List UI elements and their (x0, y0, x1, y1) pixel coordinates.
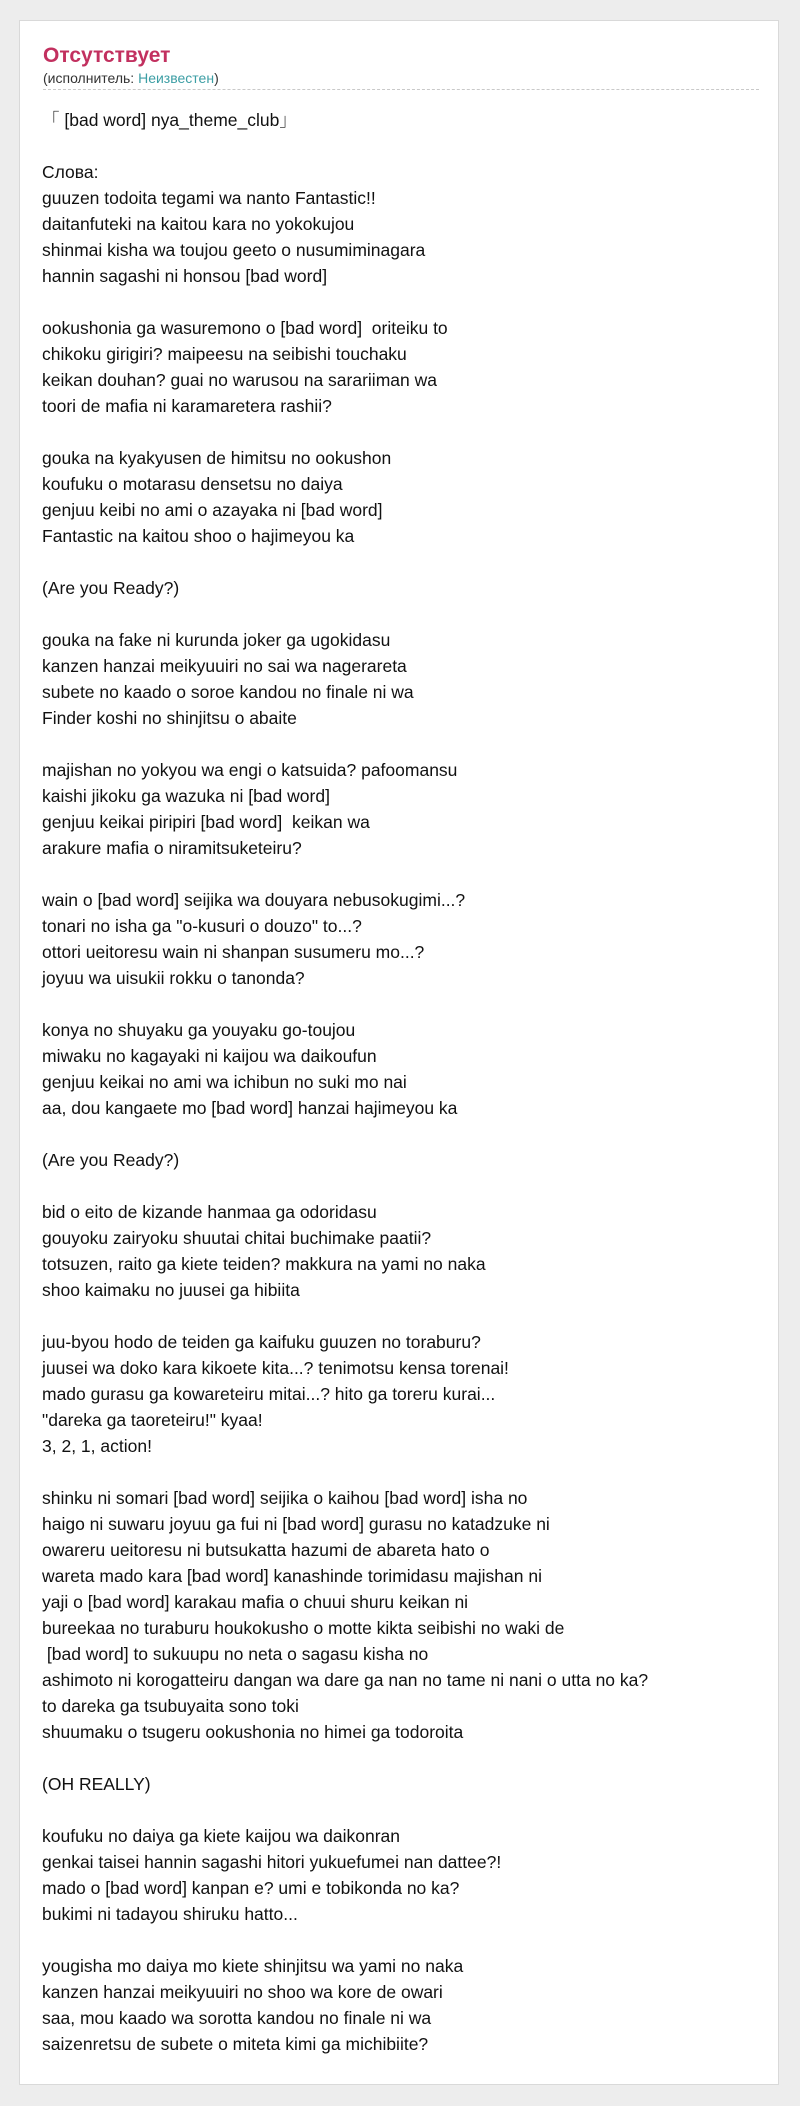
lyric-line: bukimi ni tadayou shiruku hatto... (42, 1904, 298, 1924)
lyric-line: bid o eito de kizande hanmaa ga odoridasu (42, 1202, 377, 1222)
stanza (42, 1199, 762, 1303)
lyric-line: genjuu keikai piripiri [bad word] keikan wa (42, 812, 370, 832)
lyric-line: aa, dou kangaete mo [bad word] hanzai hajimeyou ka (42, 1098, 458, 1118)
lyric-line: (Are you Ready?) (42, 578, 180, 598)
lyric-line: daitanfuteki na kaitou kara no yokokujou (42, 214, 355, 234)
lyric-line: wain o [bad word] seijika wa douyara nebusokugimi...? (42, 890, 466, 910)
stanza-gap (42, 1797, 762, 1823)
lyric-line: haigo ni suwaru joyuu ga fui ni [bad word] gurasu no katadzuke ni (42, 1514, 550, 1534)
stanza (42, 887, 762, 991)
stanza (42, 1771, 762, 1797)
lyric-line: bureekaa no turaburu houkokusho o motte kikta seibishi no waki de (42, 1618, 565, 1638)
lyric-line: (OH REALLY) (42, 1774, 151, 1794)
stanza (42, 757, 762, 861)
stanza-gap (42, 1459, 762, 1485)
stanza-gap (42, 861, 762, 887)
lyric-line: saa, mou kaado wa sorotta kandou no finale ni wa (42, 2008, 432, 2028)
lyric-line: totsuzen, raito ga kiete teiden? makkura na yami no naka (42, 1254, 486, 1274)
performer-suffix: ) (214, 70, 219, 86)
lyric-line: koufuku o motarasu densetsu no daiya (42, 474, 343, 494)
stanza-gap (42, 549, 762, 575)
performer-link[interactable]: Неизвестен (138, 70, 215, 86)
lyric-line: yougisha mo daiya mo kiete shinjitsu wa yami no naka (42, 1956, 464, 1976)
lyric-line: gouyoku zairyoku shuutai chitai buchimake paatii? (42, 1228, 432, 1248)
stanza (42, 1147, 762, 1173)
stanza (42, 315, 762, 419)
lyric-line: genjuu keibi no ami o azayaka ni [bad word] (42, 500, 383, 520)
lyric-line: yaji o [bad word] karakau mafia o chuui shuru keikan ni (42, 1592, 469, 1612)
stanza (42, 185, 762, 289)
lyric-line: miwaku no kagayaki ni kaijou wa daikoufun (42, 1046, 377, 1066)
stanza-gap (42, 133, 762, 159)
lyric-line: shoo kaimaku no juusei ga hibiita (42, 1280, 300, 1300)
stanza (42, 1329, 762, 1459)
stanza (42, 575, 762, 601)
stanza-gap (42, 731, 762, 757)
lyric-line: mado gurasu ga kowareteiru mitai...? hito ga toreru kurai... (42, 1384, 496, 1404)
lyric-line: 3, 2, 1, action! (42, 1436, 152, 1456)
lyric-line: majishan no yokyou wa engi o katsuida? pafoomansu (42, 760, 458, 780)
stanza (42, 627, 762, 731)
lyric-line: konya no shuyaku ga youyaku go-toujou (42, 1020, 356, 1040)
stanza (42, 1953, 762, 2057)
lyric-line: ashimoto ni korogatteiru dangan wa dare ga nan no tame ni nani o utta no ka? (42, 1670, 649, 1690)
lyric-line: kanzen hanzai meikyuuiri no shoo wa kore de owari (42, 1982, 443, 2002)
stanza-gap (42, 1745, 762, 1771)
stanza-gap (42, 991, 762, 1017)
lyric-line: shinku ni somari [bad word] seijika o kaihou [bad word] isha no (42, 1488, 528, 1508)
lyric-line: saizenretsu de subete o miteta kimi ga michibiite? (42, 2034, 429, 2054)
lyric-line: juusei wa doko kara kikoete kita...? tenimotsu kensa torenai! (42, 1358, 509, 1378)
lyric-line: keikan douhan? guai no warusou na sarariiman wa (42, 370, 437, 390)
stanza (42, 1017, 762, 1121)
lyric-line: ookushonia ga wasuremono o [bad word] oriteiku to (42, 318, 448, 338)
lyric-line: genjuu keikai no ami wa ichibun no suki mo nai (42, 1072, 407, 1092)
lyric-line: koufuku no daiya ga kiete kaijou wa daikonran (42, 1826, 401, 1846)
lyric-line: [bad word] to sukuupu no neta o sagasu kisha no (42, 1644, 429, 1664)
lyric-line: gouka na kyakyusen de himitsu no ookushon (42, 448, 392, 468)
lyric-line: chikoku girigiri? maipeesu na seibishi touchaku (42, 344, 407, 364)
lyric-line: shuumaku o tsugeru ookushonia no himei ga todoroita (42, 1722, 464, 1742)
song-title: Отсутствует (43, 44, 171, 67)
stanza-gap (42, 1173, 762, 1199)
stanza-gap (42, 1927, 762, 1953)
lyric-line: to dareka ga tsubuyaita sono toki (42, 1696, 299, 1716)
lyric-line: genkai taisei hannin sagashi hitori yukuefumei nan dattee?! (42, 1852, 502, 1872)
stanza (42, 1485, 762, 1745)
stanza-gap (42, 419, 762, 445)
words-label: Слова: (42, 162, 99, 182)
lyric-line: gouka na fake ni kurunda joker ga ugokidasu (42, 630, 391, 650)
lyric-line: owareru ueitoresu ni butsukatta hazumi de abareta hato o (42, 1540, 490, 1560)
lyric-line: shinmai kisha wa toujou geeto o nusumiminagara (42, 240, 426, 260)
lyric-line: subete no kaado o soroe kandou no finale ni wa (42, 682, 414, 702)
lyric-line: Fantastic na kaitou shoo o hajimeyou ka (42, 526, 355, 546)
lyrics-page (19, 20, 779, 2085)
lyrics-text (42, 107, 762, 2057)
lyric-line: kanzen hanzai meikyuuiri no sai wa nagerareta (42, 656, 407, 676)
stanza-gap (42, 1303, 762, 1329)
lyric-line: joyuu wa uisukii rokku o tanonda? (42, 968, 305, 988)
lyric-line: ottori ueitoresu wain ni shanpan susumeru mo...? (42, 942, 425, 962)
lyric-line: mado o [bad word] kanpan e? umi e tobikonda no ka? (42, 1878, 460, 1898)
lyrics-header-line: 「 [bad word] nya_theme_club」 (42, 110, 297, 130)
lyric-line: Finder koshi no shinjitsu o abaite (42, 708, 297, 728)
lyric-line: (Are you Ready?) (42, 1150, 180, 1170)
performer-line (43, 69, 759, 90)
lyric-line: hannin sagashi ni honsou [bad word] (42, 266, 328, 286)
lyric-line: guuzen todoita tegami wa nanto Fantastic!! (42, 188, 376, 208)
lyric-line: toori de mafia ni karamaretera rashii? (42, 396, 332, 416)
stanza-gap (42, 1121, 762, 1147)
stanza-gap (42, 289, 762, 315)
lyric-line: tonari no isha ga "o-kusuri o douzo" to...? (42, 916, 362, 936)
lyric-line: juu-byou hodo de teiden ga kaifuku guuzen no toraburu? (42, 1332, 481, 1352)
stanza-list (42, 185, 762, 2057)
stanza (42, 445, 762, 549)
stanza-gap (42, 601, 762, 627)
song-header (43, 43, 759, 90)
lyric-line: arakure mafia o niramitsuketeiru? (42, 838, 302, 858)
lyric-line: wareta mado kara [bad word] kanashinde torimidasu majishan ni (42, 1566, 542, 1586)
stanza (42, 1823, 762, 1927)
lyric-line: "dareka ga taoreteiru!" kyaa! (42, 1410, 263, 1430)
lyric-line: kaishi jikoku ga wazuka ni [bad word] (42, 786, 330, 806)
performer-prefix: (исполнитель: (43, 70, 139, 86)
